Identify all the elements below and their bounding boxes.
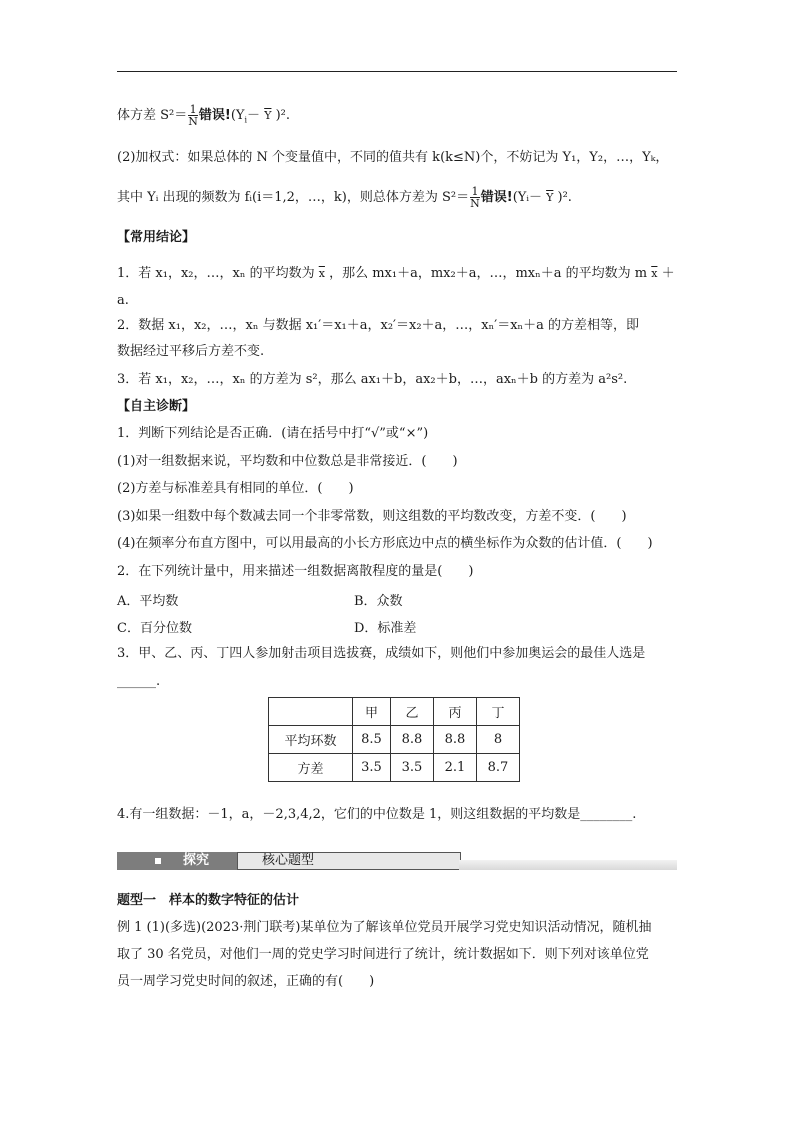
section-banner-shadow [459,860,677,870]
option-d: D．标准差 [354,621,417,636]
section-banner-dark [117,852,237,870]
common-conclusions-heading: 【常用结论】 [117,230,196,245]
section-label-explore: 探究 [183,853,210,868]
topic-title: 题型一 样本的数字特征的估计 [117,893,300,908]
table-cell: 8.5 [353,726,391,754]
option-c: C．百分位数 [117,621,192,636]
conclusion-2-cont: 数据经过平移后方差不变. [117,344,265,359]
example-1-line2: 取了 30 名党员，对他们一周的党史学习时间进行了统计，统计数据如下．则下列对该单位党 [117,947,649,962]
table-cell: 2.1 [434,754,477,782]
table-cell: 8.8 [434,726,477,754]
question-1: 1．判断下列结论是否正确．(请在括号中打“√”或“×”) [117,426,429,441]
table-cell: 平均环数 [269,726,353,754]
variance-formula-line1: 体方差 S²＝ $\frac{1}{N}$ 错误$!(Y_i- \overline{Y}$ )². [117,103,291,128]
self-diagnosis-heading: 【自主诊断】 [117,399,196,414]
variance-formula-line2: (2)加权式：如果总体的 N 个变量值中，不同的值共有 k(k≤N)个，不妨记为 Y₁，Y₂，…，Yₖ， [117,150,669,165]
variance-formula-line3: 其中 Yᵢ 出现的频数为 fᵢ(i＝1,2，…，k)，则总体方差为 S²＝ $\frac{1}{N}$ 错误!(Yᵢ－ $\overline{Y}$ )². [117,185,572,210]
example-1-line1: 例 1 (1)(多选)(2023·荆门联考)某单位为了解该单位党员开展学习党史知识活动情况，随机抽 [117,920,652,935]
table-cell: 8.8 [391,726,434,754]
table-cell: 丁 [477,698,520,726]
table-row [269,754,520,782]
example-1-line3: 员一周学习党史时间的叙述，正确的有( ) [117,974,375,989]
table-row [269,726,520,754]
table-cell: 乙 [391,698,434,726]
table-cell: 方差 [269,754,353,782]
question-4: 4.有一组数据：－1，a，－2,3,4,2，它们的中位数是 1，则这组数据的平均数是________. [117,807,637,822]
score-table [268,697,520,782]
table-cell: 8 [477,726,520,754]
conclusion-2: 2．数据 x₁，x₂，…，xₙ 与数据 x₁′＝x₁＋a，x₂′＝x₂＋a，…，xₙ′＝xₙ＋a 的方差相等，即 [117,318,640,333]
fraction: $\frac{1}{N}$ [470,185,480,210]
conclusion-1: 1．若 x₁，x₂，…，xₙ 的平均数为 $\overline{x}$ ，那么 mx₁＋a，mx₂＋a，…，mxₙ＋a 的平均数为 m $\overline{x}$ ＋ [117,266,675,281]
square-bullet-icon [155,858,161,864]
question-2: 2．在下列统计量中，用来描述一组数据离散程度的量是( ) [117,564,474,579]
table-cell: 丙 [434,698,477,726]
question-1-1: (1)对一组数据来说，平均数和中位数总是非常接近．( ) [117,454,458,469]
table-cell: 3.5 [391,754,434,782]
table-cell: 3.5 [353,754,391,782]
option-b: B．众数 [354,594,403,609]
question-3-blank: ______. [117,674,161,689]
section-label-core: 核心题型 [262,853,315,868]
conclusion-3: 3．若 x₁，x₂，…，xₙ 的方差为 s²，那么 ax₁＋b，ax₂＋b，…，axₙ＋b 的方差为 a²s². [117,372,628,387]
question-3: 3．甲、乙、丙、丁四人参加射击项目选拔赛，成绩如下，则他们中参加奥运会的最佳人选是 [117,646,646,661]
conclusion-1-cont: a. [117,293,129,308]
table-header-row [269,698,520,726]
question-1-2: (2)方差与标准差具有相同的单位．( ) [117,481,354,496]
question-1-3: (3)如果一组数中每个数减去同一个非零常数，则这组数的平均数改变，方差不变．( ) [117,509,627,524]
question-1-4: (4)在频率分布直方图中，可以用最高的小长方形底边中点的横坐标作为众数的估计值．( ) [117,536,653,551]
table-cell: 甲 [353,698,391,726]
option-a: A．平均数 [117,594,179,609]
section-banner [117,852,677,870]
table-cell: 8.7 [477,754,520,782]
table-cell [269,698,353,726]
header-rule [117,71,677,72]
fraction: $\frac{1}{N}$ [188,103,198,128]
